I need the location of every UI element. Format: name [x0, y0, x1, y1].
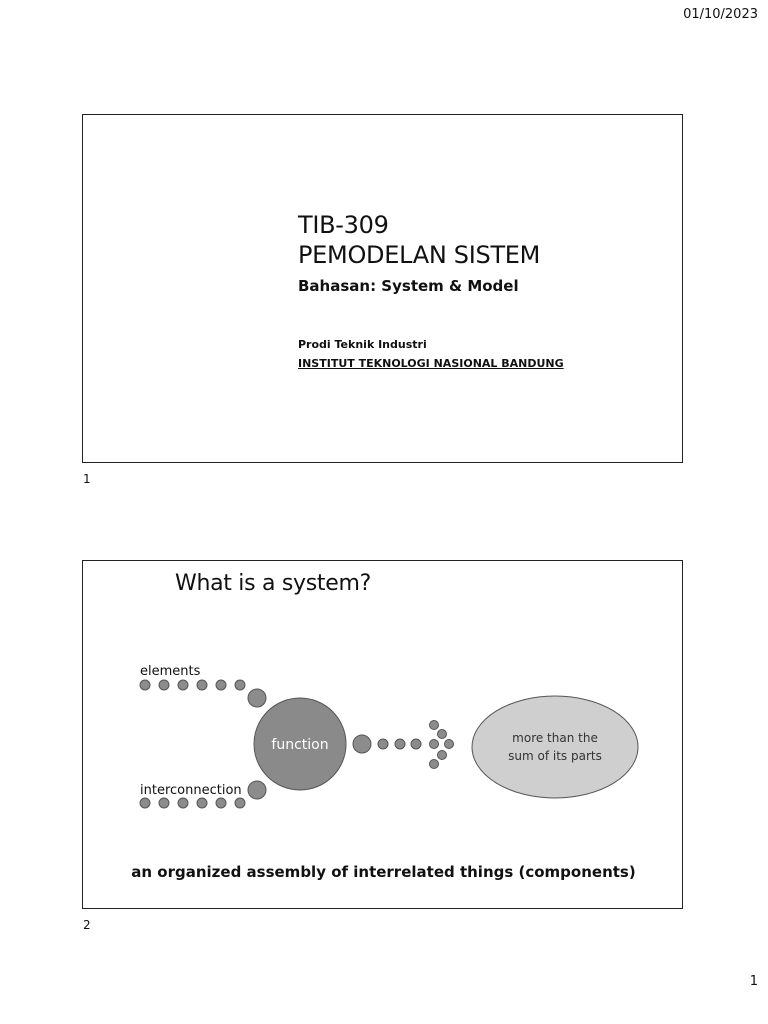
slide-1 [82, 114, 683, 463]
interconnection-dot [216, 798, 226, 808]
function-label: function [271, 737, 329, 753]
element-dot [140, 680, 150, 690]
output-dot-large [353, 735, 371, 753]
result-label-line1: more than the [512, 731, 598, 745]
page-number: 1 [749, 974, 758, 989]
result-label-line2: sum of its parts [508, 749, 602, 763]
header-date: 01/10/2023 [683, 7, 758, 22]
output-dot [378, 739, 388, 749]
arrow-dot [438, 751, 447, 760]
element-dot [216, 680, 226, 690]
course-code: TIB-309 [298, 211, 389, 239]
interconnection-dot [140, 798, 150, 808]
element-dot [178, 680, 188, 690]
institution-name: INSTITUT TEKNOLOGI NASIONAL BANDUNG [298, 357, 564, 370]
interconnection-dot-large [248, 781, 266, 799]
element-dot [159, 680, 169, 690]
system-diagram [83, 561, 684, 910]
output-dot [395, 739, 405, 749]
arrow-dots [430, 721, 454, 769]
elements-dots [140, 680, 266, 707]
elements-label: elements [140, 664, 201, 679]
slide-number-1: 1 [83, 472, 91, 486]
element-dot [235, 680, 245, 690]
interconnection-label: interconnection [140, 783, 242, 798]
arrow-dot [430, 760, 439, 769]
interconnection-dot [159, 798, 169, 808]
output-dot [411, 739, 421, 749]
department-name: Prodi Teknik Industri [298, 338, 427, 351]
arrow-dot [438, 730, 447, 739]
slide-title: What is a system? [175, 571, 371, 596]
arrow-dot [445, 740, 454, 749]
output-dots [353, 735, 421, 753]
interconnection-dot [235, 798, 245, 808]
slide-number-2: 2 [83, 918, 91, 932]
element-dot-large [248, 689, 266, 707]
interconnection-dot [178, 798, 188, 808]
slide-footer-text: an organized assembly of interrelated things (components) [131, 863, 636, 881]
interconnection-dot [197, 798, 207, 808]
arrow-dot [430, 721, 439, 730]
element-dot [197, 680, 207, 690]
result-ellipse [472, 696, 638, 798]
slide-2 [82, 560, 683, 909]
slide-subtitle: Bahasan: System & Model [298, 277, 519, 295]
arrow-dot [430, 740, 439, 749]
course-title: PEMODELAN SISTEM [298, 241, 541, 269]
